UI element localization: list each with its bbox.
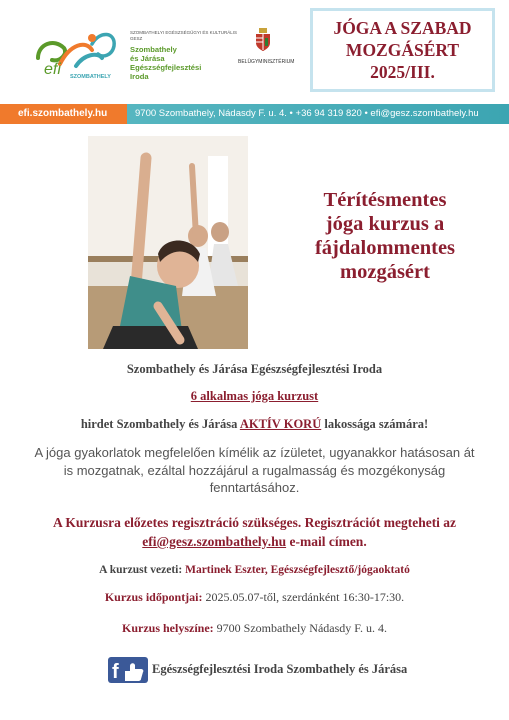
ministry-label: BELÜGYMINISZTÉRIUM xyxy=(238,59,295,65)
svg-text:f: f xyxy=(112,661,119,683)
headline xyxy=(270,188,500,284)
contact-bar xyxy=(0,104,509,124)
headline-line: Térítésmentes xyxy=(323,189,447,211)
title-box xyxy=(310,8,495,92)
email-link[interactable]: efi@gesz.szombathely.hu xyxy=(142,534,287,549)
svg-text:SZOMBATHELY: SZOMBATHELY xyxy=(70,74,111,80)
course-time: Kurzus időpontjai: 2025.05.07-től, szerdánként 16:30-17:30. xyxy=(104,590,405,604)
time-value: 2025.05.07-től, szerdánként 16:30-17:30. xyxy=(205,590,405,604)
efi-logo[interactable] xyxy=(30,24,238,84)
svg-text:efi: efi xyxy=(44,61,61,78)
headline-line: fájdalommentes xyxy=(314,237,456,259)
efi-logo-mark xyxy=(30,24,130,84)
logo-small-text: SZOMBATHELYI EGÉSZSÉGÜGYI ÉS KULTURÁLIS GESZ xyxy=(130,30,238,41)
headline-line: mozgásért xyxy=(340,261,430,283)
target-group: AKTÍV KORÚ xyxy=(239,417,322,431)
course-location: Kurzus helyszíne: 9700 Szombathely Nádasdy F. u. 4. xyxy=(121,621,388,635)
place-value: 9700 Szombathely Nádasdy F. u. 4. xyxy=(216,621,388,635)
ministry-logo xyxy=(238,28,295,65)
organizer-name: Szombathely és Járása Egészségfejlesztési Iroda xyxy=(126,362,383,376)
title-line: MOZGÁSÉRT xyxy=(345,40,460,60)
description: A jóga gyakorlatok megfelelően kímélik az ízületet, ugyanakkor hatásosan át is mozgatnak, ezáltal hozzájárul a rugalmasság és mozgékonyság fenntartásához. xyxy=(34,445,475,495)
facebook-icon[interactable] xyxy=(108,657,148,683)
title-line: JÓGA A SZABAD xyxy=(333,18,472,38)
coat-of-arms-icon xyxy=(255,28,271,52)
facebook-label[interactable]: Egészségfejlesztési Iroda Szombathely és Járása xyxy=(152,662,408,676)
contact-details: 9700 Szombathely, Nádasdy F. u. 4. • +36 94 319 820 • efi@gesz.szombathely.hu xyxy=(135,108,479,119)
title-line: 2025/III. xyxy=(370,62,435,82)
leader-name: Martinek Eszter, Egészségfejlesztő/jógaoktató xyxy=(185,564,410,576)
announcement: hirdet Szombathely és Járása AKTÍV KORÚ lakossága számára! xyxy=(80,417,429,431)
website-link[interactable]: efi.szombathely.hu xyxy=(18,108,108,119)
headline-line: jóga kurzus a xyxy=(325,213,445,235)
registration-notice: A Kurzusra előzetes regisztráció szükséges. Regisztrációt megteheti az efi@gesz.szombathely.hu e-mail címen. xyxy=(52,515,457,549)
yoga-photo xyxy=(88,136,248,349)
logo-green-text: Szombathely és Járása Egészségfejlesztési Iroda xyxy=(130,45,202,81)
course-leader: A kurzust vezeti: Martinek Eszter, Egészségfejlesztő/jógaoktató xyxy=(99,564,410,576)
course-title: 6 alkalmas jóga kurzust xyxy=(190,389,319,403)
header xyxy=(0,0,509,100)
